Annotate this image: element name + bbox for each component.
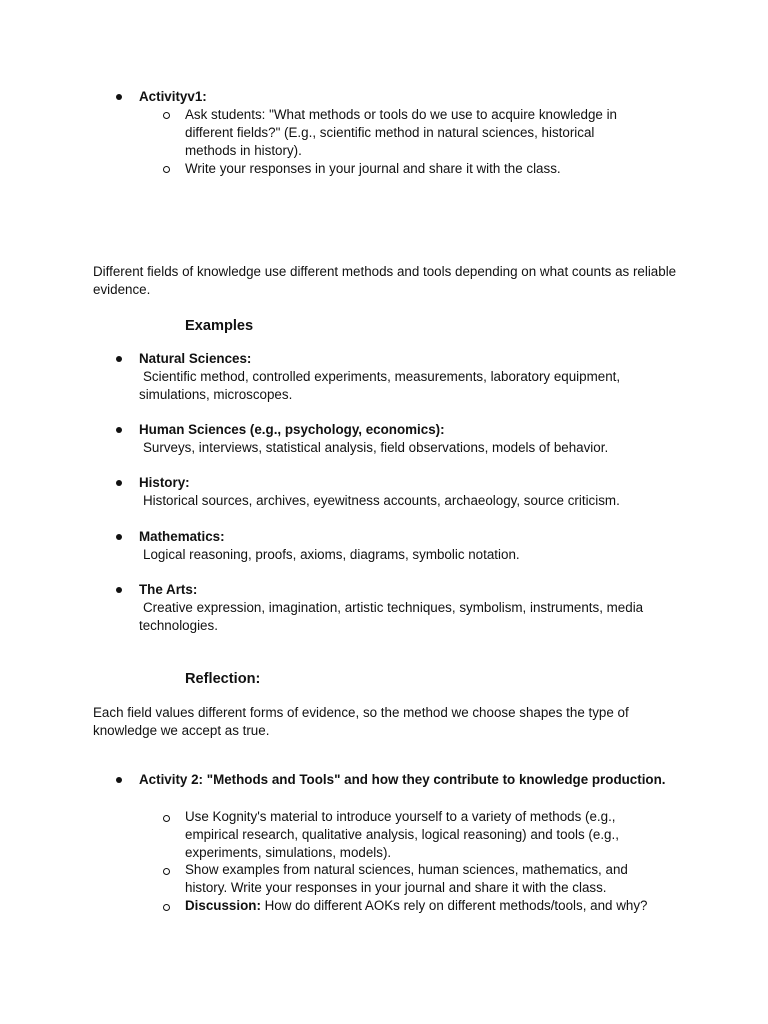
example-text: Logical reasoning, proofs, axioms, diagrams, symbolic notation. (143, 547, 520, 562)
discussion-text: How do different AOKs rely on different methods/tools, and why? (264, 898, 648, 913)
example-title: Mathematics: (139, 529, 225, 544)
intro-paragraph: Different fields of knowledge use different methods and tools depending on what counts as reliable evidence. (93, 264, 677, 297)
sub-bullet-icon (163, 904, 170, 911)
bullet-icon (116, 427, 122, 433)
discussion-label: Discussion: (185, 898, 261, 913)
activity2-item-2: Show examples from natural sciences, human sciences, mathematics, and history. Write your responses in your journal and share it with the class. (185, 862, 628, 895)
examples-heading: Examples (185, 318, 254, 334)
sub-bullet-icon (163, 868, 170, 875)
activity2-item-1: Use Kognity's material to introduce yourself to a variety of methods (e.g., empirical research, qualitative analysis, logical reasoning) and tools (e.g., experiments, simulations, models). (185, 809, 619, 860)
example-text: Surveys, interviews, statistical analysis, field observations, models of behavior. (143, 440, 609, 455)
example-title: Human Sciences (e.g., psychology, economics): (139, 422, 445, 437)
bullet-icon (116, 534, 122, 540)
example-title: Natural Sciences: (139, 351, 252, 366)
sub-bullet-icon (163, 815, 170, 822)
reflection-heading: Reflection: (185, 671, 261, 687)
sub-bullet-icon (163, 112, 170, 119)
example-text: Historical sources, archives, eyewitness accounts, archaeology, source criticism. (143, 493, 620, 508)
bullet-icon (116, 777, 122, 783)
bullet-icon (116, 356, 122, 362)
sub-bullet-icon (163, 166, 170, 173)
example-text: Scientific method, controlled experiments, measurements, laboratory equipment, simulations, microscopes. (139, 369, 621, 402)
bullet-icon (116, 480, 122, 486)
reflection-paragraph: Each field values different forms of evidence, so the method we choose shapes the type of knowledge we accept as true. (93, 705, 629, 738)
example-title: History: (139, 475, 190, 490)
example-text: Creative expression, imagination, artistic techniques, symbolism, instruments, media technologies. (139, 600, 644, 633)
bullet-icon (116, 94, 122, 100)
activity2-item-3 (185, 897, 705, 915)
activity2-title: Activity 2: "Methods and Tools" and how they contribute to knowledge production. (139, 772, 666, 787)
activity1-title: Activityv1: (139, 89, 207, 104)
example-title: The Arts: (139, 582, 198, 597)
activity1-item-2: Write your responses in your journal and share it with the class. (185, 161, 561, 176)
bullet-icon (116, 587, 122, 593)
activity1-item-1: Ask students: "What methods or tools do we use to acquire knowledge in different fields?" (E.g., scientific method in natural sciences, historical methods in history). (185, 107, 617, 158)
